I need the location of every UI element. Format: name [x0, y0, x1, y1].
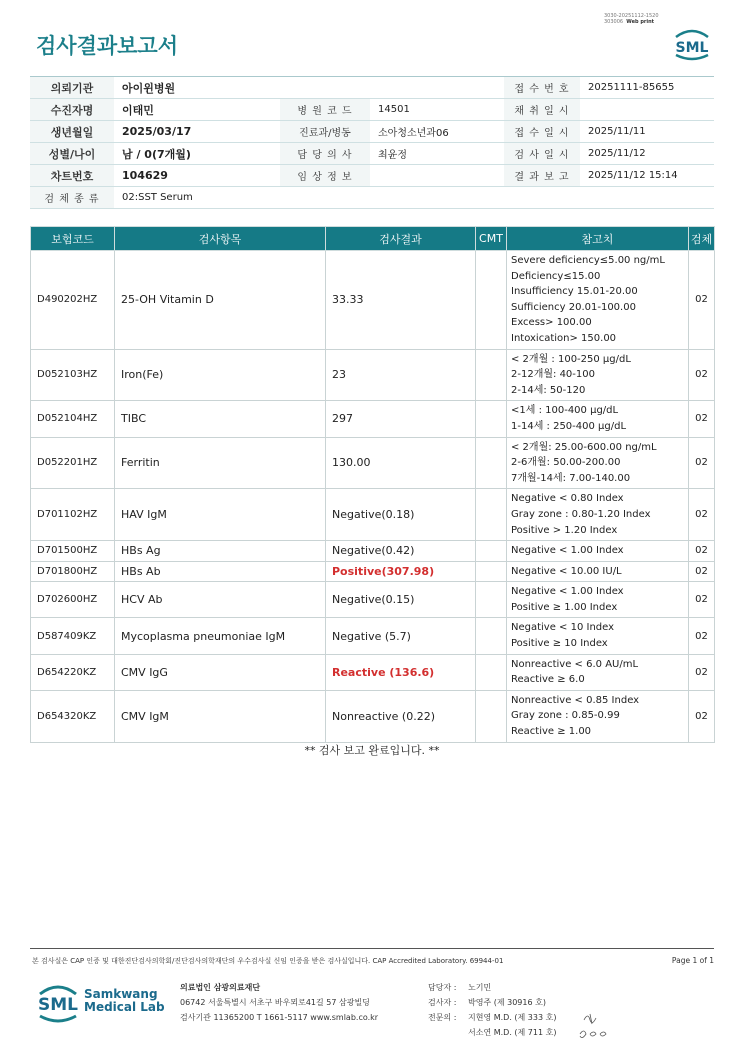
reception-date-label: 접 수 일 시 [504, 121, 580, 143]
result-code: D654220KZ [31, 654, 115, 690]
staff-value: 지현영 M.D. (제 333 호) [468, 1013, 557, 1022]
staff-value: 박영주 (제 30916 호) [468, 998, 546, 1007]
staff-row [428, 980, 556, 995]
result-row [31, 582, 715, 618]
sex-age-value: 남 / 0(7개월) [114, 143, 280, 165]
report-date-value: 2025/11/12 15:14 [580, 165, 714, 187]
info-row [30, 121, 714, 143]
dob-value: 2025/03/17 [114, 121, 280, 143]
result-code: D701800HZ [31, 561, 115, 582]
result-code: D052201HZ [31, 437, 115, 489]
patient-name: 이태민 [114, 99, 280, 121]
staff-label [428, 1025, 468, 1040]
reference-line: Positive ≥ 1.00 Index [511, 601, 618, 613]
reference-line: Nonreactive < 0.85 Index [511, 694, 640, 706]
result-cmt [476, 251, 507, 350]
result-item: TIBC [115, 401, 326, 437]
brand-line2: Medical Lab [84, 1000, 165, 1014]
reception-no-label: 접 수 번 호 [504, 77, 580, 99]
result-specimen: 02 [689, 251, 715, 350]
result-reference [507, 582, 689, 618]
reference-line: Negative < 1.00 Index [511, 545, 624, 557]
dob-label: 생년월일 [30, 121, 114, 143]
institution-value: 아이윈병원 [114, 77, 504, 99]
info-row [30, 143, 714, 165]
result-reference [507, 654, 689, 690]
reception-no-value: 20251111-85655 [580, 77, 714, 99]
staff-label: 담당자 : [428, 983, 457, 992]
department-label: 진료과/병동 [280, 121, 370, 143]
print-code [604, 13, 659, 25]
result-value: Negative (5.7) [326, 618, 476, 654]
patient-label: 수진자명 [30, 99, 114, 121]
reference-line: 7개월-14세: 7.00-140.00 [511, 472, 631, 484]
institution-address: 06742 서울특별시 서초구 바우뫼로41길 57 삼광빌딩 [180, 998, 370, 1007]
reference-line: Insufficiency 15.01-20.00 [511, 286, 638, 298]
reference-line: Excess> 100.00 [511, 317, 592, 329]
reference-line: Positive ≥ 10 Index [511, 638, 608, 650]
reference-line: Negative < 10 Index [511, 622, 615, 634]
result-row [31, 690, 715, 742]
result-specimen: 02 [689, 437, 715, 489]
result-cmt [476, 561, 507, 582]
result-row [31, 349, 715, 401]
specimen-label: 검 체 종 류 [30, 187, 114, 209]
institution-name: 의료법인 삼광의료재단 [180, 983, 261, 992]
col-header-specimen: 검체 [689, 227, 715, 251]
result-code: D701500HZ [31, 541, 115, 562]
result-cmt [476, 582, 507, 618]
result-reference [507, 690, 689, 742]
staff-value: 노기민 [468, 983, 492, 992]
result-value: 297 [326, 401, 476, 437]
result-cmt [476, 654, 507, 690]
result-item: CMV IgM [115, 690, 326, 742]
result-row [31, 489, 715, 541]
results-body [31, 251, 715, 743]
results-header-row [31, 227, 715, 251]
result-code: D052104HZ [31, 401, 115, 437]
result-reference [507, 251, 689, 350]
reception-date-value: 2025/11/11 [580, 121, 714, 143]
logo-text-top: SML [675, 40, 709, 56]
info-row [30, 77, 714, 99]
patient-info-table [30, 76, 714, 209]
signature-icon [578, 1010, 614, 1046]
doctor-value: 최윤정 [370, 143, 504, 165]
staff-block [428, 980, 556, 1040]
department-value: 소아청소년과06 [370, 121, 504, 143]
reference-line: Negative < 0.80 Index [511, 493, 624, 505]
brand-line1: Samkwang [84, 987, 158, 1001]
result-item: CMV IgG [115, 654, 326, 690]
doctor-label: 담 당 의 사 [280, 143, 370, 165]
result-value: Negative(0.42) [326, 541, 476, 562]
reference-line: 2-14세: 50-120 [511, 384, 586, 396]
reference-line: < 2개월 : 100-250 μg/dL [511, 353, 631, 365]
result-specimen: 02 [689, 349, 715, 401]
report-date-label: 결 과 보 고 [504, 165, 580, 187]
result-value: Reactive (136.6) [326, 654, 476, 690]
result-specimen: 02 [689, 654, 715, 690]
result-item: 25-OH Vitamin D [115, 251, 326, 350]
result-value: Negative(0.18) [326, 489, 476, 541]
info-row [30, 99, 714, 121]
clinical-info-label: 임 상 정 보 [280, 165, 370, 187]
result-code: D702600HZ [31, 582, 115, 618]
staff-row [428, 1010, 556, 1025]
result-value: Positive(307.98) [326, 561, 476, 582]
logo-text-footer: SML [38, 995, 78, 1015]
reference-line: Positive > 1.20 Index [511, 524, 618, 536]
sml-logo-icon [670, 27, 714, 65]
result-reference [507, 541, 689, 562]
completion-note: ** 검사 보고 완료입니다. ** [304, 744, 440, 757]
col-header-reference: 참고치 [507, 227, 689, 251]
result-item: HCV Ab [115, 582, 326, 618]
staff-value: 서소연 M.D. (제 711 호) [468, 1028, 557, 1037]
result-code: D701102HZ [31, 489, 115, 541]
collection-date-label: 채 취 일 시 [504, 99, 580, 121]
reference-line: Gray zone : 0.85-0.99 [511, 710, 620, 722]
result-cmt [476, 437, 507, 489]
staff-row [428, 1025, 556, 1040]
result-cmt [476, 541, 507, 562]
result-row [31, 541, 715, 562]
result-reference [507, 489, 689, 541]
sex-age-label: 성별/나이 [30, 143, 114, 165]
result-specimen: 02 [689, 582, 715, 618]
info-row [30, 187, 714, 209]
staff-row [428, 995, 556, 1010]
brand-name [84, 988, 165, 1014]
hospital-code-label: 병 원 코 드 [280, 99, 370, 121]
reference-line: Negative < 10.00 IU/L [511, 565, 622, 577]
reference-line: <1세 : 100-400 μg/dL [511, 405, 619, 417]
col-header-item: 검사항목 [115, 227, 326, 251]
result-specimen: 02 [689, 561, 715, 582]
chart-no-label: 차트번호 [30, 165, 114, 187]
col-header-code: 보험코드 [31, 227, 115, 251]
result-code: D654320KZ [31, 690, 115, 742]
result-value: 33.33 [326, 251, 476, 350]
result-value: Negative(0.15) [326, 582, 476, 618]
result-item: Ferritin [115, 437, 326, 489]
result-cmt [476, 690, 507, 742]
result-item: HBs Ab [115, 561, 326, 582]
reference-line: Severe deficiency≤5.00 ng/mL [511, 255, 665, 266]
institution-contact: 검사기관 11365200 T 1661-5117 www.smlab.co.kr [180, 1013, 379, 1022]
result-code: D587409KZ [31, 618, 115, 654]
print-mode: Web print [626, 19, 655, 25]
certification-note: 본 검사실은 CAP 인증 및 대한진단검사의학회/진단검사의학재단의 우수검사실 신임 인증을 받은 검사실입니다. CAP Accredited Laboratory. 69944-01 [32, 957, 504, 965]
footer-divider [30, 948, 714, 949]
staff-label: 전문의 : [428, 1013, 457, 1022]
result-specimen: 02 [689, 618, 715, 654]
reference-line: 1-14세 : 250-400 μg/dL [511, 420, 627, 432]
reference-line: Deficiency≤15.00 [511, 270, 601, 282]
reference-line: Reactive ≥ 6.0 [511, 674, 585, 686]
reference-line: Sufficiency 20.01-100.00 [511, 301, 636, 313]
col-header-result: 검사결과 [326, 227, 476, 251]
print-code-line1: 3030-20251112-1520 [604, 13, 659, 19]
result-row [31, 437, 715, 489]
info-row [30, 165, 714, 187]
result-item: HBs Ag [115, 541, 326, 562]
result-item: HAV IgM [115, 489, 326, 541]
result-reference [507, 618, 689, 654]
reference-line: Intoxication> 150.00 [511, 332, 617, 344]
result-row [31, 654, 715, 690]
reference-line: Negative < 1.00 Index [511, 586, 624, 598]
result-reference [507, 437, 689, 489]
result-row [31, 251, 715, 350]
result-specimen: 02 [689, 489, 715, 541]
result-row [31, 401, 715, 437]
result-value: Nonreactive (0.22) [326, 690, 476, 742]
reference-line: < 2개월: 25.00-600.00 ng/mL [511, 441, 657, 453]
result-item: Mycoplasma pneumoniae IgM [115, 618, 326, 654]
result-specimen: 02 [689, 541, 715, 562]
col-header-cmt: CMT [476, 227, 507, 251]
result-item: Iron(Fe) [115, 349, 326, 401]
reference-line: 2-6개월: 50.00-200.00 [511, 457, 621, 469]
reference-line: 2-12개월: 40-100 [511, 369, 595, 381]
specimen-value: 02:SST Serum [114, 187, 714, 209]
result-cmt [476, 489, 507, 541]
result-reference [507, 349, 689, 401]
result-code: D052103HZ [31, 349, 115, 401]
sml-logo-icon-footer [36, 980, 80, 1028]
result-reference [507, 401, 689, 437]
results-table [30, 226, 715, 743]
result-specimen: 02 [689, 690, 715, 742]
collection-date-value [580, 99, 714, 121]
staff-label: 검사자 : [428, 998, 457, 1007]
clinical-info-value [370, 165, 504, 187]
report-title: 검사결과보고서 [36, 34, 179, 58]
reference-line: Reactive ≥ 1.00 [511, 726, 592, 738]
chart-no-value: 104629 [114, 165, 280, 187]
print-code-line2: 303006 [604, 19, 624, 25]
hospital-code-value: 14501 [370, 99, 504, 121]
result-specimen: 02 [689, 401, 715, 437]
result-cmt [476, 618, 507, 654]
test-date-value: 2025/11/12 [580, 143, 714, 165]
result-row [31, 618, 715, 654]
result-row [31, 561, 715, 582]
result-code: D490202HZ [31, 251, 115, 350]
result-value: 23 [326, 349, 476, 401]
institution-block [180, 980, 378, 1025]
result-cmt [476, 401, 507, 437]
reference-line: Gray zone : 0.80-1.20 Index [511, 508, 651, 520]
result-value: 130.00 [326, 437, 476, 489]
reference-line: Nonreactive < 6.0 AU/mL [511, 658, 639, 670]
page-number: Page 1 of 1 [671, 956, 714, 965]
result-reference [507, 561, 689, 582]
result-cmt [476, 349, 507, 401]
test-date-label: 검 사 일 시 [504, 143, 580, 165]
institution-label: 의뢰기관 [30, 77, 114, 99]
